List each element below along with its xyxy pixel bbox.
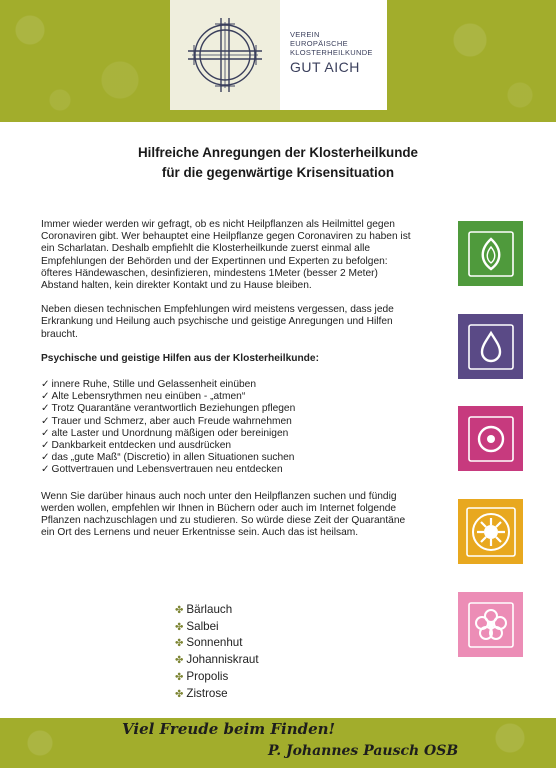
signature-name: P. Johannes Pausch OSB: [268, 743, 459, 759]
flower-bullet-icon: ✤: [175, 671, 184, 683]
herb-item: [175, 619, 259, 636]
herb-item: [175, 602, 259, 619]
cross-emblem-icon: [170, 0, 280, 110]
herb-name: Bärlauch: [186, 603, 233, 616]
flower-bullet-icon: ✤: [175, 621, 184, 633]
title-line-1: Hilfreiche Anregungen der Klosterheilkunde: [137, 145, 418, 160]
check-icon: ✓: [41, 427, 50, 439]
check-icon: ✓: [41, 391, 50, 403]
checklist-item: [41, 440, 413, 452]
herb-name: Zistrose: [186, 686, 228, 700]
herb-item: [175, 652, 259, 669]
checklist-item-text: Alte Lebensrythmen neu einüben - „atmen“: [51, 391, 246, 403]
checklist-item-text: Dankbarkeit entdecken und ausdrücken: [51, 440, 232, 452]
herb-item: [175, 686, 259, 703]
footer-band: [0, 718, 556, 768]
herb-name: Johanniskraut: [186, 653, 259, 667]
blossom-icon: [458, 592, 523, 657]
flower-bullet-icon: ✤: [175, 688, 184, 700]
checklist-item-text: Trotz Quarantäne verantwortlich Beziehungen pflegen: [51, 403, 296, 415]
sun-flower-icon: [458, 499, 523, 564]
page-title: [0, 143, 556, 183]
checklist-item: [41, 428, 413, 440]
check-icon: ✓: [41, 379, 50, 391]
logo: [170, 0, 387, 110]
herb-name: Salbei: [186, 619, 219, 633]
flower-bullet-icon: ✤: [175, 638, 184, 650]
target-icon: [458, 406, 523, 471]
checklist-item-text: Gottvertrauen und Lebensvertrauen neu entdecken: [51, 464, 283, 476]
herb-name: Propolis: [186, 669, 229, 683]
check-icon: ✓: [41, 440, 50, 452]
checklist-item: [41, 391, 413, 403]
logo-line-2: EUROPÄISCHE: [290, 39, 348, 48]
logo-line-1: VEREIN: [290, 30, 320, 39]
herb-list: [175, 602, 259, 702]
flower-bullet-icon: ✤: [175, 655, 184, 667]
checklist: [41, 379, 413, 477]
checklist-item: [41, 464, 413, 476]
checklist-item-text: das „gute Maß“ (Discretio) in allen Situationen suchen: [51, 452, 295, 464]
checklist-item-text: innere Ruhe, Stille und Gelassenheit einüben: [51, 379, 257, 391]
section-heading: Psychische und geistige Hilfen aus der Klosterheilkunde:: [41, 352, 319, 364]
logo-text: [280, 0, 373, 110]
checklist-item: [41, 403, 413, 415]
main-content: [41, 219, 413, 539]
leaf-icon: [458, 221, 523, 286]
second-paragraph: Neben diesen technischen Empfehlungen wird meistens vergessen, dass jede Erkrankung und Heilung auch psychische und geistige Anregungen und Hilfen braucht.: [41, 304, 394, 340]
logo-line-3: KLOSTERHEILKUNDE: [290, 48, 373, 57]
checklist-item-text: Trauer und Schmerz, aber auch Freude wahrnehmen: [51, 415, 292, 427]
checklist-item: [41, 379, 413, 391]
header-band: [0, 0, 556, 122]
herb-name: Sonnenhut: [186, 636, 243, 650]
title-line-2: für die gegenwärtige Krisensituation: [161, 165, 395, 180]
checklist-item: [41, 416, 413, 428]
logo-name: GUT AICH: [290, 59, 360, 75]
closing-greeting: Viel Freude beim Finden!: [122, 720, 336, 738]
check-icon: ✓: [41, 415, 50, 427]
checklist-item-text: alte Laster und Unordnung mäßigen oder bereinigen: [51, 427, 289, 439]
intro-paragraph: Immer wieder werden wir gefragt, ob es nicht Heilpflanzen als Heilmittel gegen Coronaviren gibt. Wer behauptet eine Heilpflanze gegen Coronaviren zu haben ist ein Scharlatan. Deshalb empfiehlt die Klosterheilkunde zuerst einmal alle Empfehlungen der Behörden und der Expertinnen und Experten zu befolgen: öfteres Händewaschen, desinfizieren, mindestens 1Meter (besser 2 Meter) Abstand halten, kein direkter Kontakt und zu Hause bleiben.: [41, 219, 411, 292]
third-paragraph: Wenn Sie darüber hinaus auch noch unter den Heilpflanzen suchen und fündig werden wollen, empfehlen wir Ihnen in Büchern oder auch im Internet folgende Pflanzen nachzuschlagen und zu studieren. So würde diese Zeit der Quarantäne ein Ort des Lernens und neuer Erkentnisse sein. Auch das ist heilsam.: [41, 490, 406, 539]
check-icon: ✓: [41, 464, 50, 476]
herb-item: [175, 635, 259, 652]
flower-bullet-icon: ✤: [175, 605, 184, 616]
checklist-item: [41, 452, 413, 464]
check-icon: ✓: [41, 452, 50, 464]
herb-item: [175, 669, 259, 686]
drop-icon: [458, 314, 523, 379]
check-icon: ✓: [41, 403, 50, 415]
